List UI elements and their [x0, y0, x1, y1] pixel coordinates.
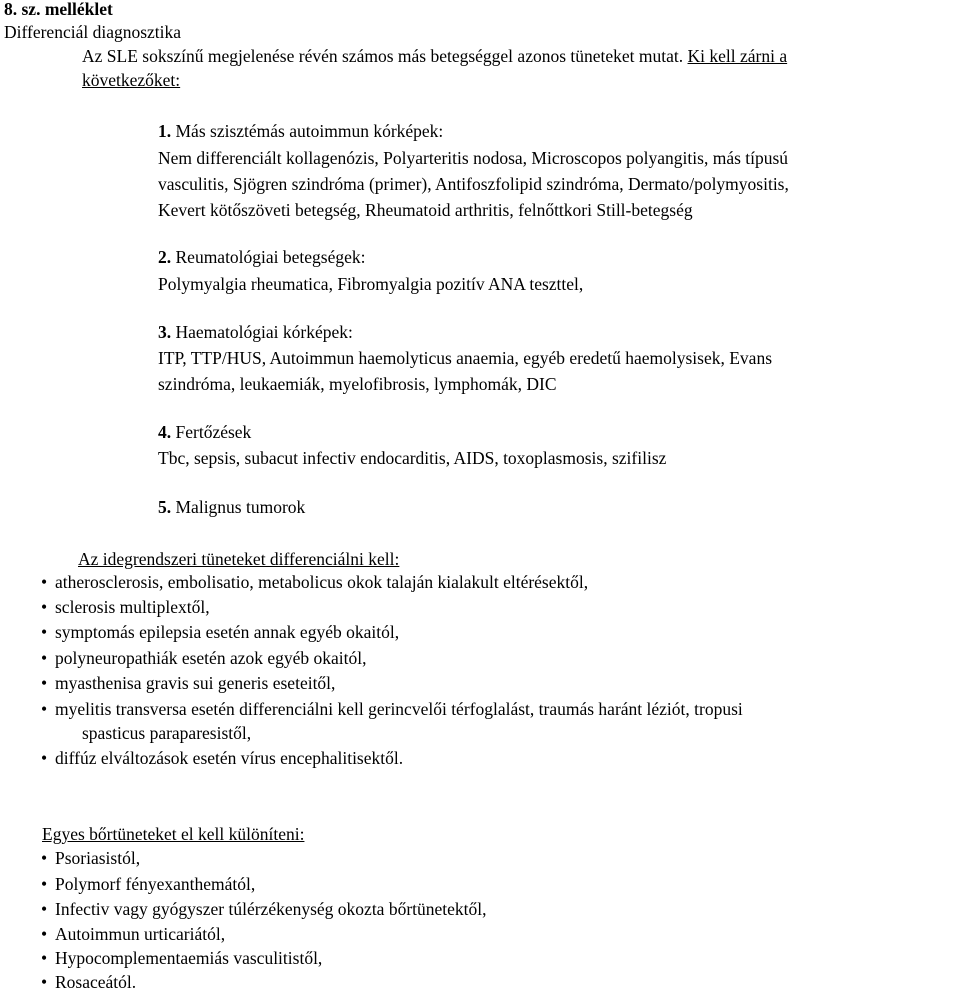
intro-paragraph — [82, 44, 787, 68]
bullet-icon: • — [41, 572, 48, 592]
list-item-text: Autoimmun urticariától, — [55, 924, 226, 944]
document-subtitle: Differenciál diagnosztika — [4, 22, 182, 42]
list-item-text: symptomás epilepsia esetén annak egyéb okaitól, — [55, 622, 400, 642]
section-2-line-1: Polymyalgia rheumatica, Fibromyalgia pozitív ANA teszttel, — [158, 274, 584, 294]
neuro-heading: Az idegrendszeri tüneteket differenciálni kell: — [78, 549, 400, 569]
bullet-icon: • — [41, 699, 48, 719]
list-item-text: myasthenisa gravis sui generis eseteitől, — [55, 673, 336, 693]
bullet-icon: • — [41, 874, 48, 894]
list-item-text: diffúz elváltozások esetén vírus encephalitisektől. — [55, 748, 404, 768]
section-title: Malignus tumorok — [175, 497, 306, 517]
section-title: Fertőzések — [175, 422, 252, 442]
bullet-icon: • — [41, 622, 48, 642]
list-item-text: Rosaceától. — [55, 972, 137, 992]
section-number: 4. — [158, 422, 172, 442]
section-1-heading — [158, 119, 443, 143]
list-item-text: Infectiv vagy gyógyszer túlérzékenység okozta bőrtünetektől, — [55, 899, 487, 919]
bullet-icon: • — [41, 748, 48, 768]
bullet-icon: • — [41, 899, 48, 919]
bullet-icon: • — [41, 972, 48, 992]
section-number: 1. — [158, 121, 172, 141]
section-3-heading — [158, 320, 353, 344]
section-number: 3. — [158, 322, 172, 342]
list-item-text: polyneuropathiák esetén azok egyéb okaitól, — [55, 648, 367, 668]
section-3-line-1: ITP, TTP/HUS, Autoimmun haemolyticus anaemia, egyéb eredetű haemolysisek, Evans — [158, 348, 773, 368]
list-item-text: sclerosis multiplextől, — [55, 597, 210, 617]
section-2-heading — [158, 245, 366, 269]
list-item-continuation: spasticus paraparesistől, — [82, 723, 252, 743]
list-item-text: atherosclerosis, embolisatio, metabolicus okok talaján kialakult eltérésektől, — [55, 572, 589, 592]
intro-underlined-text: Ki kell zárni a — [687, 46, 788, 66]
section-1-line-3: Kevert kötőszöveti betegség, Rheumatoid arthritis, felnőttkori Still-betegség — [158, 200, 693, 220]
section-number: 5. — [158, 497, 172, 517]
bullet-icon: • — [41, 848, 48, 868]
intro-continuation: következőket: — [82, 70, 181, 90]
intro-text: Az SLE sokszínű megjelenése révén számos más betegséggel azonos tüneteket mutat. — [82, 46, 688, 66]
bullet-icon: • — [41, 597, 48, 617]
list-item-text: Psoriasistól, — [55, 848, 141, 868]
section-1-line-2: vasculitis, Sjögren szindróma (primer), Antifoszfolipid szindróma, Dermato/polymyositis, — [158, 174, 789, 194]
section-4-line-1: Tbc, sepsis, subacut infectiv endocarditis, AIDS, toxoplasmosis, szifilisz — [158, 448, 667, 468]
bullet-icon: • — [41, 648, 48, 668]
bullet-icon: • — [41, 673, 48, 693]
section-4-heading — [158, 420, 251, 444]
bullet-icon: • — [41, 948, 48, 968]
section-title: Haematológiai kórképek: — [175, 322, 353, 342]
list-item-text: Polymorf fényexanthemától, — [55, 874, 256, 894]
section-5-heading — [158, 495, 305, 519]
section-1-line-1: Nem differenciált kollagenózis, Polyarteritis nodosa, Microscopos polyangitis, más típusú — [158, 148, 789, 168]
section-3-line-2: szindróma, leukaemiák, myelofibrosis, lymphomák, DIC — [158, 374, 557, 394]
list-item-text: myelitis transversa esetén differenciálni kell gerincvelői térfoglalást, traumás haránt léziót, tropusi — [55, 699, 743, 719]
list-item-text: Hypocomplementaemiás vasculitistől, — [55, 948, 323, 968]
section-title: Más szisztémás autoimmun kórképek: — [175, 121, 444, 141]
section-title: Reumatológiai betegségek: — [175, 247, 366, 267]
section-number: 2. — [158, 247, 172, 267]
skin-heading: Egyes bőrtüneteket el kell különíteni: — [42, 824, 305, 844]
document-title: 8. sz. melléklet — [4, 0, 113, 19]
bullet-icon: • — [41, 924, 48, 944]
